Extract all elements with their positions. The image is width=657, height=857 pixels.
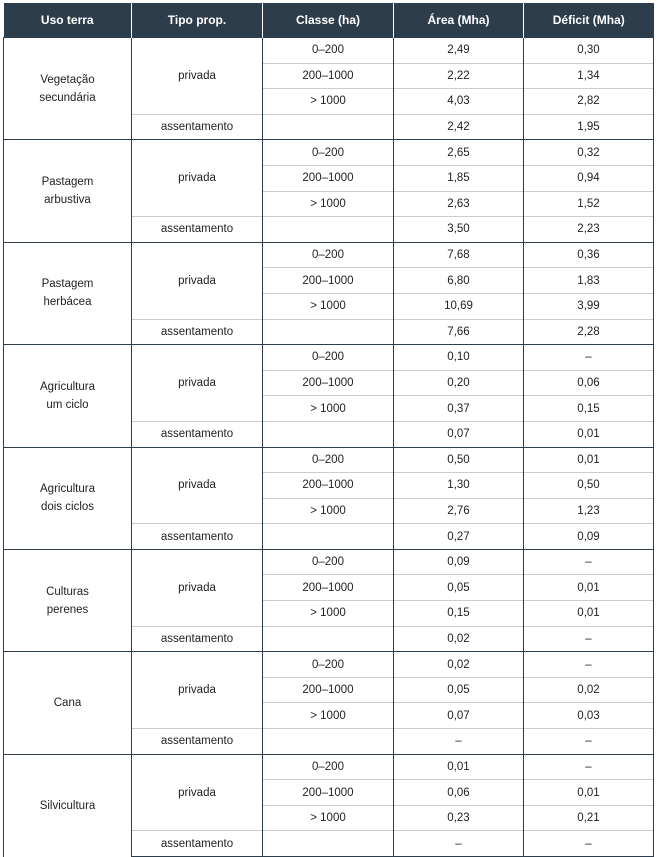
cell-tipo-prop: assentamento	[132, 831, 263, 857]
cell-classe	[263, 831, 394, 857]
table-row	[4, 754, 654, 780]
cell-deficit: 0,94	[524, 165, 654, 191]
cell-area: 1,30	[394, 473, 524, 499]
cell-area: 7,66	[394, 319, 524, 345]
cell-area: 0,23	[394, 805, 524, 831]
uso-terra-line: Pastagem	[41, 176, 94, 189]
cell-area: 0,10	[394, 345, 524, 371]
cell-classe: 200–1000	[263, 575, 394, 601]
cell-uso-terra	[4, 38, 132, 140]
cell-uso-terra	[4, 447, 132, 549]
cell-tipo-prop: assentamento	[132, 114, 263, 140]
cell-area: 0,02	[394, 652, 524, 678]
cell-area: 0,50	[394, 447, 524, 473]
cell-area: 0,02	[394, 626, 524, 652]
table-row	[4, 447, 654, 473]
cell-classe: 200–1000	[263, 370, 394, 396]
header-row	[4, 3, 654, 38]
uso-terra-line: perenes	[46, 603, 89, 616]
cell-area: 0,27	[394, 524, 524, 550]
header-tipo-prop: Tipo prop.	[132, 3, 263, 38]
cell-deficit: 1,52	[524, 191, 654, 217]
land-use-deficit-table	[3, 3, 654, 857]
cell-tipo-prop: privada	[132, 754, 263, 831]
cell-classe	[263, 319, 394, 345]
cell-area: 0,09	[394, 549, 524, 575]
cell-area: 0,37	[394, 396, 524, 422]
cell-deficit: 1,34	[524, 63, 654, 89]
cell-deficit: 1,83	[524, 268, 654, 294]
cell-uso-terra	[4, 549, 132, 651]
cell-tipo-prop: privada	[132, 242, 263, 319]
cell-deficit: 0,01	[524, 447, 654, 473]
cell-area: 2,42	[394, 114, 524, 140]
uso-terra-line: herbácea	[43, 296, 92, 309]
cell-area: 0,07	[394, 421, 524, 447]
cell-deficit: 0,15	[524, 396, 654, 422]
cell-deficit: –	[524, 652, 654, 678]
table-row	[4, 549, 654, 575]
cell-classe: 0–200	[263, 140, 394, 166]
uso-terra-line: arbustiva	[44, 194, 91, 207]
cell-area: –	[394, 729, 524, 755]
cell-deficit: 3,99	[524, 293, 654, 319]
cell-deficit: 0,06	[524, 370, 654, 396]
cell-area: 0,20	[394, 370, 524, 396]
cell-tipo-prop: privada	[132, 652, 263, 729]
cell-area: 7,68	[394, 242, 524, 268]
cell-area: 0,06	[394, 780, 524, 806]
cell-classe	[263, 626, 394, 652]
cell-area: 0,07	[394, 703, 524, 729]
cell-area: 0,05	[394, 575, 524, 601]
cell-deficit: –	[524, 754, 654, 780]
cell-classe: 200–1000	[263, 677, 394, 703]
cell-deficit: –	[524, 729, 654, 755]
cell-area: 1,85	[394, 165, 524, 191]
cell-classe: > 1000	[263, 89, 394, 115]
table-row	[4, 38, 654, 64]
cell-deficit: 1,95	[524, 114, 654, 140]
cell-tipo-prop: assentamento	[132, 524, 263, 550]
cell-classe	[263, 114, 394, 140]
cell-classe: > 1000	[263, 498, 394, 524]
cell-uso-terra	[4, 754, 132, 856]
cell-tipo-prop: privada	[132, 345, 263, 422]
cell-deficit: 2,28	[524, 319, 654, 345]
uso-terra-line: um ciclo	[46, 398, 89, 411]
cell-classe	[263, 729, 394, 755]
cell-classe: > 1000	[263, 293, 394, 319]
cell-area: 3,50	[394, 217, 524, 243]
cell-classe	[263, 217, 394, 243]
cell-classe: 0–200	[263, 754, 394, 780]
cell-tipo-prop: privada	[132, 38, 263, 115]
cell-area: 2,49	[394, 38, 524, 64]
cell-classe: 0–200	[263, 447, 394, 473]
cell-classe: 200–1000	[263, 473, 394, 499]
cell-deficit: 0,02	[524, 677, 654, 703]
cell-classe: > 1000	[263, 396, 394, 422]
uso-terra-line: Cana	[53, 696, 82, 709]
cell-area: 10,69	[394, 293, 524, 319]
cell-area: 2,22	[394, 63, 524, 89]
cell-uso-terra	[4, 652, 132, 754]
cell-area: 0,15	[394, 601, 524, 627]
cell-area: 2,63	[394, 191, 524, 217]
uso-terra-line: Culturas	[46, 585, 89, 598]
cell-tipo-prop: privada	[132, 140, 263, 217]
cell-classe: 0–200	[263, 652, 394, 678]
cell-deficit: 0,50	[524, 473, 654, 499]
cell-deficit: 0,36	[524, 242, 654, 268]
cell-deficit: –	[524, 549, 654, 575]
table-row	[4, 242, 654, 268]
uso-terra-line: Agricultura	[40, 483, 95, 496]
cell-uso-terra	[4, 140, 132, 242]
cell-tipo-prop: assentamento	[132, 217, 263, 243]
cell-tipo-prop: assentamento	[132, 626, 263, 652]
cell-deficit: 0,01	[524, 421, 654, 447]
cell-deficit: 0,01	[524, 780, 654, 806]
header-uso-terra: Uso terra	[4, 3, 132, 38]
table-row	[4, 652, 654, 678]
cell-classe	[263, 524, 394, 550]
uso-terra-line: dois ciclos	[40, 501, 95, 514]
cell-deficit: 0,21	[524, 805, 654, 831]
cell-tipo-prop: privada	[132, 549, 263, 626]
cell-classe: 0–200	[263, 38, 394, 64]
cell-deficit: 0,09	[524, 524, 654, 550]
cell-classe: 200–1000	[263, 780, 394, 806]
uso-terra-line: Vegetação	[40, 73, 95, 86]
cell-classe: 0–200	[263, 345, 394, 371]
cell-classe: 0–200	[263, 549, 394, 575]
cell-area: 0,01	[394, 754, 524, 780]
cell-uso-terra	[4, 345, 132, 447]
table-row	[4, 345, 654, 371]
cell-tipo-prop: privada	[132, 447, 263, 524]
cell-area: 4,03	[394, 89, 524, 115]
cell-deficit: 0,32	[524, 140, 654, 166]
cell-deficit: 2,82	[524, 89, 654, 115]
cell-deficit: –	[524, 345, 654, 371]
cell-area: 6,80	[394, 268, 524, 294]
cell-deficit: 0,01	[524, 575, 654, 601]
cell-classe	[263, 421, 394, 447]
uso-terra-line: Silvicultura	[39, 799, 96, 812]
cell-classe: 200–1000	[263, 165, 394, 191]
header-area: Área (Mha)	[394, 3, 524, 38]
cell-deficit: 2,23	[524, 217, 654, 243]
cell-deficit: –	[524, 626, 654, 652]
cell-deficit: 0,01	[524, 601, 654, 627]
cell-area: 0,05	[394, 677, 524, 703]
cell-area: 2,65	[394, 140, 524, 166]
cell-classe: > 1000	[263, 191, 394, 217]
cell-classe: > 1000	[263, 703, 394, 729]
cell-tipo-prop: assentamento	[132, 729, 263, 755]
cell-classe: 200–1000	[263, 268, 394, 294]
table-row	[4, 140, 654, 166]
cell-deficit: 1,23	[524, 498, 654, 524]
header-classe: Classe (ha)	[263, 3, 394, 38]
cell-uso-terra	[4, 242, 132, 344]
cell-deficit: 0,03	[524, 703, 654, 729]
cell-area: 2,76	[394, 498, 524, 524]
cell-deficit: 0,30	[524, 38, 654, 64]
header-deficit: Déficit (Mha)	[524, 3, 654, 38]
cell-area: –	[394, 831, 524, 857]
uso-terra-line: Agricultura	[40, 380, 95, 393]
table-body	[4, 38, 654, 857]
cell-classe: > 1000	[263, 601, 394, 627]
cell-deficit: –	[524, 831, 654, 857]
uso-terra-line: Pastagem	[41, 278, 94, 291]
cell-classe: 0–200	[263, 242, 394, 268]
cell-classe: > 1000	[263, 805, 394, 831]
cell-classe: 200–1000	[263, 63, 394, 89]
uso-terra-line: secundária	[39, 91, 96, 104]
cell-tipo-prop: assentamento	[132, 319, 263, 345]
cell-tipo-prop: assentamento	[132, 421, 263, 447]
